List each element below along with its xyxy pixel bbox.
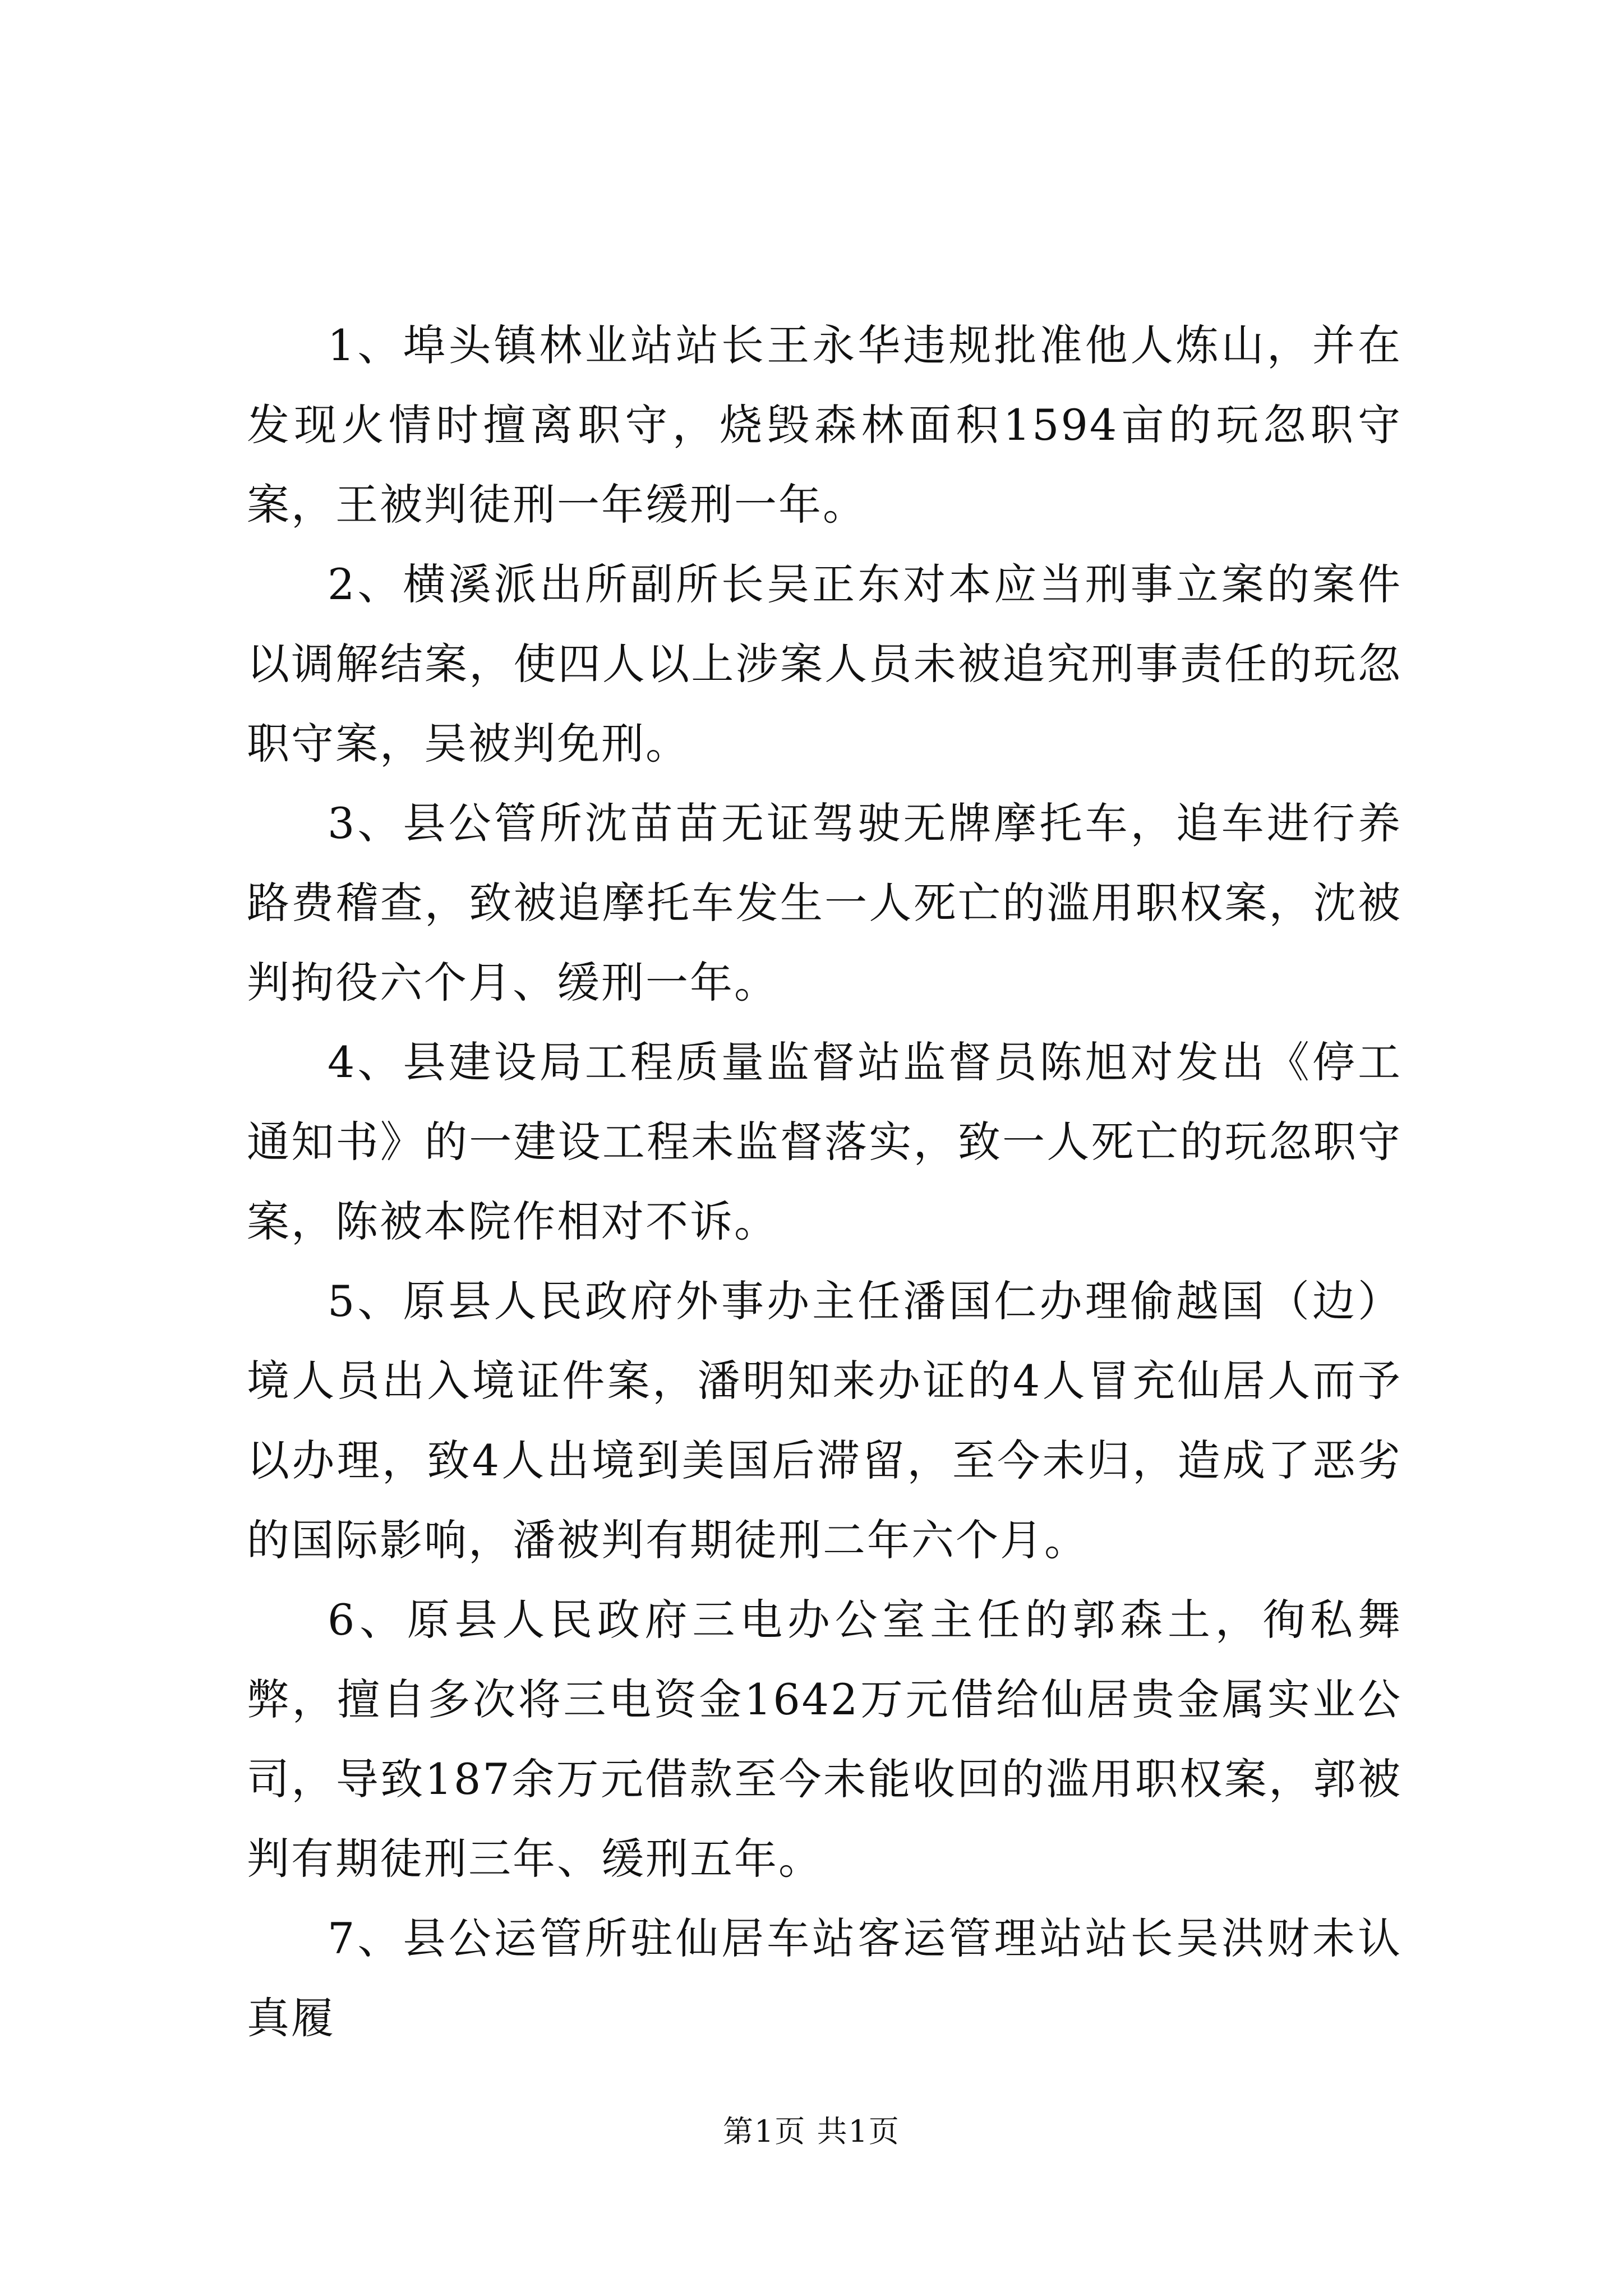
paragraph-case-5: 5、原县人民政府外事办主任潘国仁办理偷越国（边）境人员出入境证件案，潘明知来办证的4人冒充仙居人而予以办理，致4人出境到美国后滞留，至今未归，造成了恶劣的国际影响，潘被判有期徒刑二年六个月。 — [247, 1276, 1402, 1565]
paragraph-case-2: 2、横溪派出所副所长吴正东对本应当刑事立案的案件以调解结案，使四人以上涉案人员未被追究刑事责任的玩忽职守案，吴被判免刑。 — [247, 559, 1402, 769]
paragraph-case-7: 7、县公运管所驻仙居车站客运管理站站长吴洪财未认真履 — [247, 1913, 1402, 2043]
paragraph-case-6: 6、原县人民政府三电办公室主任的郭森土，徇私舞弊，擅自多次将三电资金1642万元借给仙居贵金属实业公司，导致187余万元借款至今未能收回的滥用职权案，郭被判有期徒刑三年、缓刑五年。 — [247, 1595, 1402, 1884]
paragraph-case-1: 1、埠头镇林业站站长王永华违规批准他人炼山，并在发现火情时擅离职守，烧毁森林面积1594亩的玩忽职守案，王被判徒刑一年缓刑一年。 — [247, 320, 1402, 530]
paragraph-case-3: 3、县公管所沈苗苗无证驾驶无牌摩托车，追车进行养路费稽查，致被追摩托车发生一人死亡的滥用职权案，沈被判拘役六个月、缓刑一年。 — [247, 798, 1402, 1007]
page-footer: 第1页 共1页 — [723, 2114, 900, 2149]
document-body — [247, 306, 1402, 2058]
paragraph-case-4: 4、县建设局工程质量监督站监督员陈旭对发出《停工通知书》的一建设工程未监督落实，致一人死亡的玩忽职守案，陈被本院作相对不诉。 — [247, 1037, 1402, 1246]
